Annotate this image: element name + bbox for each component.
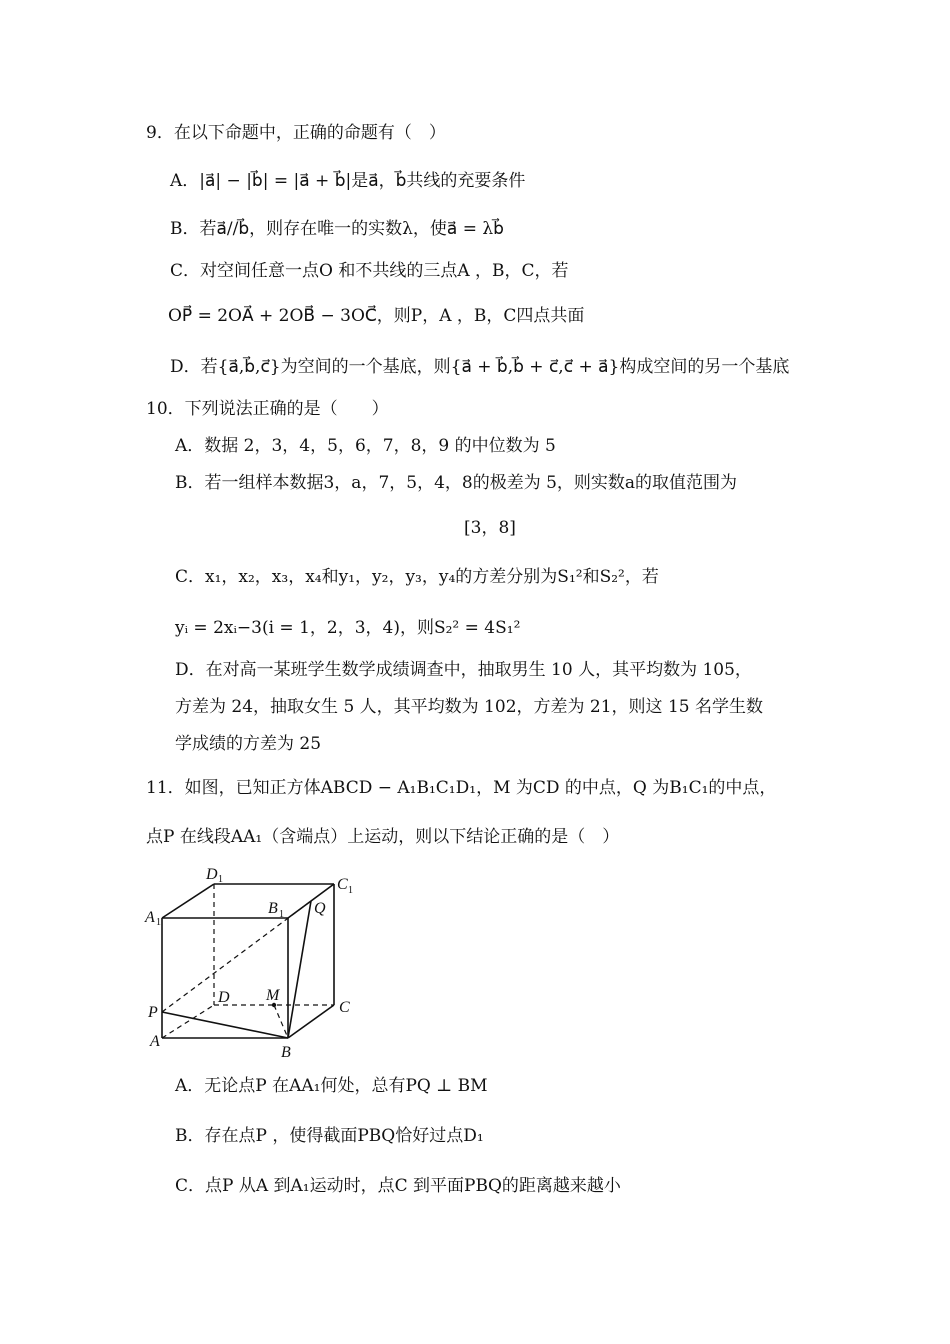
label-d1: D <box>206 866 218 883</box>
q10-option-b-line1: B．若一组样本数据3，a，7，5，4，8的极差为 5，则实数a的取值范围为 <box>175 473 738 493</box>
label-c: C <box>339 999 350 1016</box>
cube-figure <box>138 862 368 1062</box>
q10-option-c-line1: C．x₁，x₂，x₃，x₄和y₁，y₂，y₃，y₄的方差分别为S₁²和S₂²，若 <box>175 567 659 587</box>
q10-option-d-line1: D．在对高一某班学生数学成绩调查中，抽取男生 10 人，其平均数为 105， <box>175 660 752 680</box>
q11-stem-line2: 点P 在线段AA₁（含端点）上运动，则以下结论正确的是（ ） <box>146 827 620 847</box>
hidden-segment-m-b <box>274 1005 288 1038</box>
label-p: P <box>148 1004 158 1021</box>
label-b1-sub: 1 <box>279 909 284 920</box>
label-d1-sub: 1 <box>218 874 223 885</box>
q9-stem: 9．在以下命题中，正确的命题有（ ） <box>146 123 446 143</box>
label-b: B <box>281 1044 291 1061</box>
q11-option-c: C．点P 从A 到A₁运动时，点C 到平面PBQ的距离越来越小 <box>175 1176 621 1196</box>
q9-option-d: D．若{a⃗,b⃗,c⃗}为空间的一个基底，则{a⃗ + b⃗,b⃗ + c⃗,c⃗ + a⃗}构成空间的另一个基底 <box>170 357 790 377</box>
q10-option-d-line3: 学成绩的方差为 25 <box>175 734 322 754</box>
label-c1: C <box>337 876 348 893</box>
q11-stem-line1: 11．如图，已知正方体ABCD − A₁B₁C₁D₁，M 为CD 的中点，Q 为B₁C₁的中点， <box>146 778 777 798</box>
segment-p-b <box>162 1012 288 1038</box>
q9-option-a: A．|a⃗| − |b⃗| = |a⃗ + b⃗|是a⃗，b⃗共线的充要条件 <box>170 171 526 191</box>
edge-b-c <box>288 1005 334 1038</box>
label-m: M <box>266 987 280 1004</box>
edge-a1-d1 <box>162 884 214 918</box>
label-a1-sub: 1 <box>156 917 161 928</box>
label-c1-sub: 1 <box>348 885 353 896</box>
q10-option-a: A．数据 2，3，4，5，6，7，8，9 的中位数为 5 <box>175 436 556 456</box>
q10-stem: 10．下列说法正确的是（ ） <box>146 399 389 419</box>
q9-option-c-line1: C．对空间任意一点O 和不共线的三点A ，B，C，若 <box>170 261 569 281</box>
label-d: D <box>218 989 230 1006</box>
label-q: Q <box>314 900 326 917</box>
q10-option-d-line2: 方差为 24，抽取女生 5 人，其平均数为 102，方差为 21，则这 15 名学生数 <box>175 697 763 717</box>
label-a: A <box>150 1033 160 1050</box>
q9-option-b: B．若a⃗//b⃗，则存在唯一的实数λ，使a⃗ = λb⃗ <box>170 219 504 239</box>
q10-option-b-line2: [3，8] <box>464 518 516 538</box>
q9-option-c-line2: OP⃗ = 2OA⃗ + 2OB⃗ − 3OC⃗，则P，A ，B，C四点共面 <box>168 306 585 326</box>
q11-option-a: A．无论点P 在AA₁何处，总有PQ ⊥ BM <box>175 1076 488 1096</box>
q11-option-b: B．存在点P ，使得截面PBQ恰好过点D₁ <box>175 1126 484 1146</box>
label-a1: A <box>145 909 155 926</box>
segment-b-q <box>288 901 311 1038</box>
q10-option-c-line2: yᵢ = 2xᵢ−3(i = 1，2，3，4)，则S₂² = 4S₁² <box>175 618 521 638</box>
label-b1: B <box>268 900 278 917</box>
